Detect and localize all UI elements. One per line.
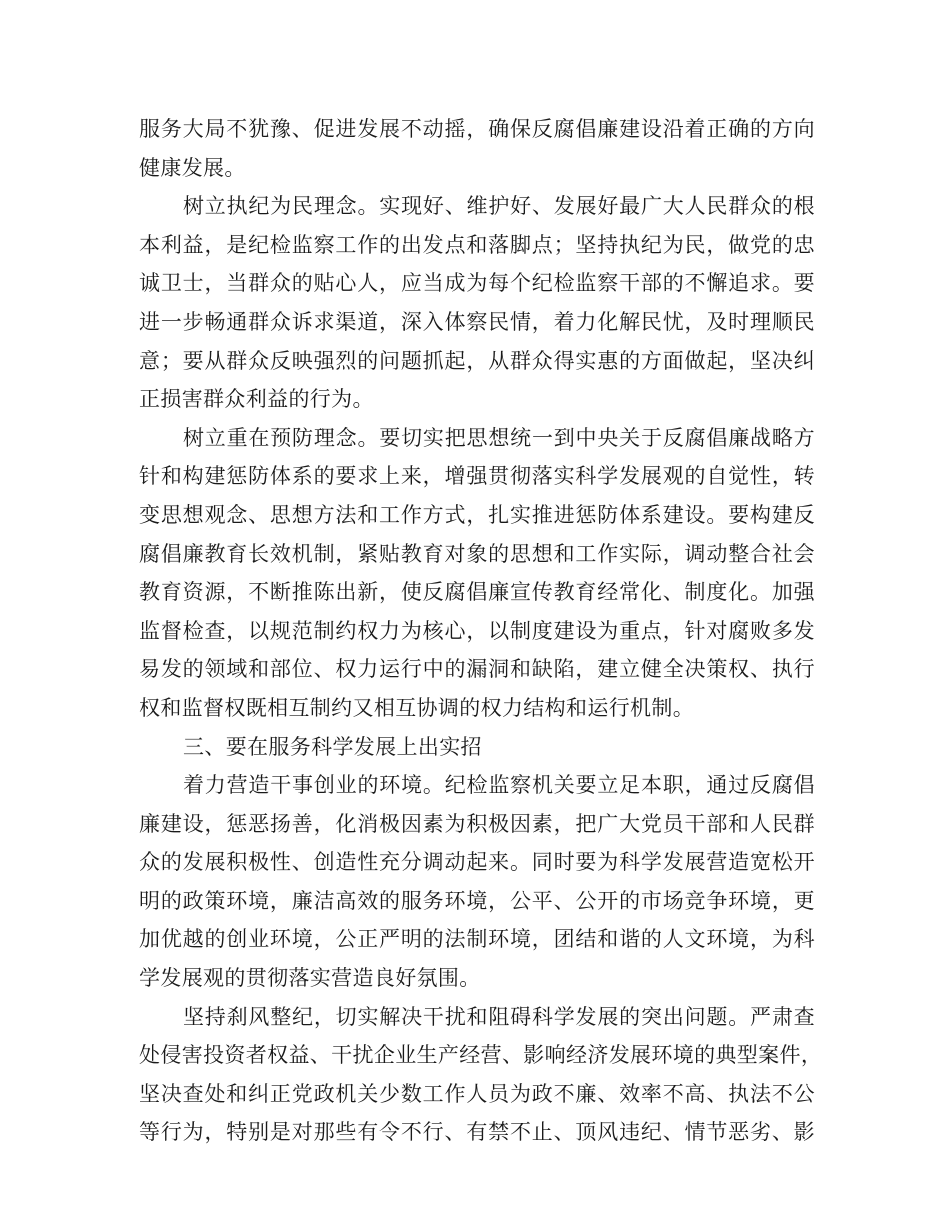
- paragraph: [139, 998, 823, 1152]
- text-line: 腐倡廉教育长效机制，紧贴教育对象的思想和工作实际，调动整合社会: [139, 541, 815, 566]
- paragraph: [139, 110, 815, 187]
- paragraph: [139, 419, 815, 728]
- text-line: 针和构建惩防体系的要求上来，增强贯彻落实科学发展观的自觉性，转: [139, 464, 815, 489]
- text-line: 处侵害投资者权益、干扰企业生产经营、影响经济发展环境的典型案件，: [139, 1043, 823, 1068]
- text-line: 着力营造干事创业的环境。纪检监察机关要立足本职，通过反腐倡: [183, 773, 815, 798]
- paragraph: [139, 766, 815, 998]
- text-line: 教育资源，不断推陈出新，使反腐倡廉宣传教育经常化、制度化。加强: [139, 580, 815, 605]
- text-line: 树立重在预防理念。要切实把思想统一到中央关于反腐倡廉战略方: [183, 425, 815, 450]
- text-line: 树立执纪为民理念。实现好、维护好、发展好最广大人民群众的根: [183, 194, 815, 219]
- text-line: 诚卫士，当群众的贴心人，应当成为每个纪检监察干部的不懈追求。要: [139, 271, 815, 296]
- text-line: 本利益，是纪检监察工作的出发点和落脚点；坚持执纪为民，做党的忠: [139, 232, 815, 257]
- paragraph: [139, 187, 815, 419]
- text-line: 服务大局不犹豫、促进发展不动摇，确保反腐倡廉建设沿着正确的方向: [139, 117, 815, 141]
- text-line: 坚决查处和纠正党政机关少数工作人员为政不廉、效率不高、执法不公: [139, 1081, 815, 1106]
- text-line: 健康发展。: [139, 155, 246, 180]
- text-line: 监督检查，以规范制约权力为核心，以制度建设为重点，针对腐败多发: [139, 618, 815, 643]
- text-line: 明的政策环境，廉洁高效的服务环境，公平、公开的市场竞争环境，更: [139, 888, 815, 913]
- paragraph: [139, 728, 815, 767]
- text-line: 易发的领域和部位、权力运行中的漏洞和缺陷，建立健全决策权、执行: [139, 657, 815, 682]
- text-line: 等行为，特别是对那些有令不行、有禁不止、顶风违纪、情节恶劣、影: [139, 1120, 815, 1145]
- text-line: 廉建设，惩恶扬善，化消极因素为积极因素，把广大党员干部和人民群: [139, 811, 815, 836]
- text-line: 进一步畅通群众诉求渠道，深入体察民情，着力化解民忧，及时理顺民: [139, 309, 815, 334]
- text-line: 坚持刹风整纪，切实解决干扰和阻碍科学发展的突出问题。严肃查: [183, 1004, 815, 1029]
- text-line: 变思想观念、思想方法和工作方式，扎实推进惩防体系建设。要构建反: [139, 502, 815, 527]
- text-line: 三、要在服务科学发展上出实招: [183, 734, 482, 759]
- document-body: [139, 110, 823, 1152]
- text-line: 权和监督权既相互制约又相互协调的权力结构和运行机制。: [139, 695, 695, 720]
- text-line: 众的发展积极性、创造性充分调动起来。同时要为科学发展营造宽松开: [139, 850, 815, 875]
- text-line: 意；要从群众反映强烈的问题抓起，从群众得实惠的方面做起，坚决纠: [139, 348, 815, 373]
- text-line: 加优越的创业环境，公正严明的法制环境，团结和谐的人文环境，为科: [139, 927, 815, 952]
- text-line: 正损害群众利益的行为。: [139, 387, 374, 412]
- text-line: 学发展观的贯彻落实营造良好氛围。: [139, 966, 481, 991]
